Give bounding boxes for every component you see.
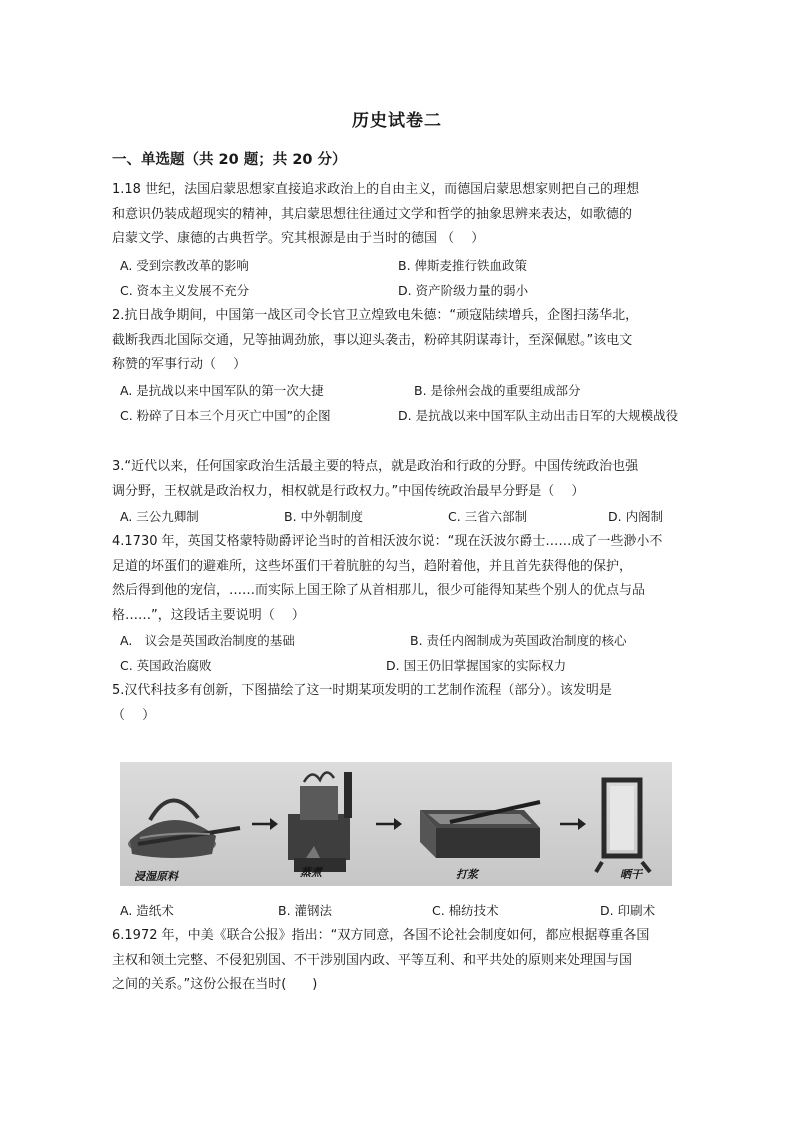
option-b[interactable]: B. 中外朝制度	[284, 509, 364, 524]
option-b[interactable]: B. 是徐州会战的重要组成部分	[414, 383, 581, 398]
caption-step-4: 晒干	[620, 868, 642, 881]
caption-step-3: 打浆	[456, 868, 478, 881]
question-line: 称赞的军事行动（ ）	[112, 357, 247, 372]
caption-step-2: 蒸煮	[300, 866, 322, 879]
option-a[interactable]: A. 受到宗教改革的影响	[120, 258, 249, 273]
process-illustration	[120, 762, 672, 886]
option-a[interactable]: A. 三公九卿制	[120, 509, 199, 524]
question-4	[112, 530, 686, 628]
drying-frame-icon	[596, 780, 650, 872]
question-2	[112, 304, 686, 378]
question-line: （ ）	[112, 707, 156, 723]
option-d[interactable]: D. 内阁制	[608, 509, 664, 524]
option-c[interactable]: C. 粉碎了日本三个月灭亡中国”的企图	[120, 408, 331, 423]
question-line: 启蒙文学、康德的古典哲学。究其根源是由于当时的德国 （ ）	[112, 231, 485, 246]
option-d[interactable]: D. 国王仍旧掌握国家的实际权力	[386, 658, 567, 673]
option-d[interactable]	[398, 404, 688, 429]
steaming-stove-icon	[288, 772, 352, 872]
option-d[interactable]: D. 印刷术	[600, 903, 656, 918]
question-line: 和意识仍装成超现实的精神，其启蒙思想往往通过文学和哲学的抽象思辨来表达，如歌德的	[112, 206, 633, 222]
soaking-basket-icon	[128, 800, 240, 858]
question-4-options	[112, 629, 686, 679]
question-line: 2.抗日战争期间，中国第一战区司令长官卫立煌致电朱德：“顽寇陆续增兵，企图扫荡华北，	[112, 308, 639, 323]
question-line: 截断我西北国际交通，兄等抽调劲旅，事以迎头袭击，粉碎其阴谋毒计，至深佩慰。”该电文	[112, 332, 633, 348]
question-5-options	[112, 899, 686, 924]
option-c[interactable]: C. 三省六部制	[448, 509, 528, 524]
question-line: 足道的坏蛋们的避难所，这些坏蛋们干着肮脏的勾当，趋附着他，并且首先获得他的保护，	[112, 558, 633, 574]
option-b[interactable]: B. 灌钢法	[278, 903, 333, 918]
caption-step-1: 浸湿原料	[134, 870, 178, 883]
option-c[interactable]: C. 资本主义发展不充分	[120, 283, 250, 298]
question-line: 然后得到他的宠信，……而实际上国王除了从首相那儿，很少可能得知某些个别人的优点与品	[112, 583, 646, 598]
arrow-right-icon	[376, 818, 402, 830]
option-b[interactable]: B. 俾斯麦推行铁血政策	[398, 258, 528, 273]
question-5	[112, 679, 686, 728]
question-3-options	[112, 505, 686, 530]
section-title: 一、单选题（共 20 题；共 20 分）	[112, 152, 347, 168]
option-d[interactable]: D. 资产阶级力量的弱小	[398, 283, 529, 298]
option-b[interactable]: B. 责任内阁制成为英国政治制度的核心	[410, 633, 627, 648]
question-2-options	[112, 379, 686, 455]
papermaking-process-figure	[120, 762, 672, 886]
question-line: 格……”，这段话主要说明（ ）	[112, 607, 305, 623]
question-1-options	[112, 254, 686, 304]
page-title: 历史试卷二	[352, 111, 442, 131]
option-a[interactable]: A. 是抗战以来中国军队的第一次大捷	[120, 383, 324, 398]
question-line: 主权和领土完整、不侵犯别国、不干涉别国内政、平等互利、和平共处的原则来处理国与国	[112, 952, 633, 968]
question-line: 5.汉代科技多有创新，下图描绘了这一时期某项发明的工艺制作流程（部分）。该发明是	[112, 683, 612, 698]
question-line: 之间的关系。”这份公报在当时( )	[112, 977, 318, 992]
option-a[interactable]: A. 造纸术	[120, 903, 174, 918]
question-1	[112, 178, 686, 252]
question-3	[112, 455, 686, 504]
question-line: 调分野，王权就是政治权力，相权就是行政权力。”中国传统政治最早分野是（ ）	[112, 483, 585, 499]
question-line: 6.1972 年，中美《联合公报》指出：“双方同意，各国不论社会制度如何，都应根据尊重各国	[112, 928, 650, 943]
question-line: 4.1730 年，英国艾格蒙特勋爵评论当时的首相沃波尔说：“现在沃波尔爵士……成了一些渺小不	[112, 534, 663, 549]
option-c[interactable]: C. 棉纺技术	[432, 903, 499, 918]
question-line: 3.“近代以来，任何国家政治生活最主要的特点，就是政治和行政的分野。中国传统政治也强	[112, 459, 639, 474]
arrow-right-icon	[560, 818, 586, 830]
pulp-vat-icon	[420, 802, 540, 858]
option-a[interactable]: A. 议会是英国政治制度的基础	[120, 633, 295, 648]
question-6	[112, 924, 686, 998]
arrow-right-icon	[252, 818, 278, 830]
option-c[interactable]: C. 英国政治腐败	[120, 658, 212, 673]
question-line: 1.18 世纪，法国启蒙思想家直接追求政治上的自由主义，而德国启蒙思想家则把自己的理想	[112, 182, 640, 197]
option-d-text: D. 是抗战以来中国军队主动出击日军的大规模战役	[398, 408, 679, 423]
